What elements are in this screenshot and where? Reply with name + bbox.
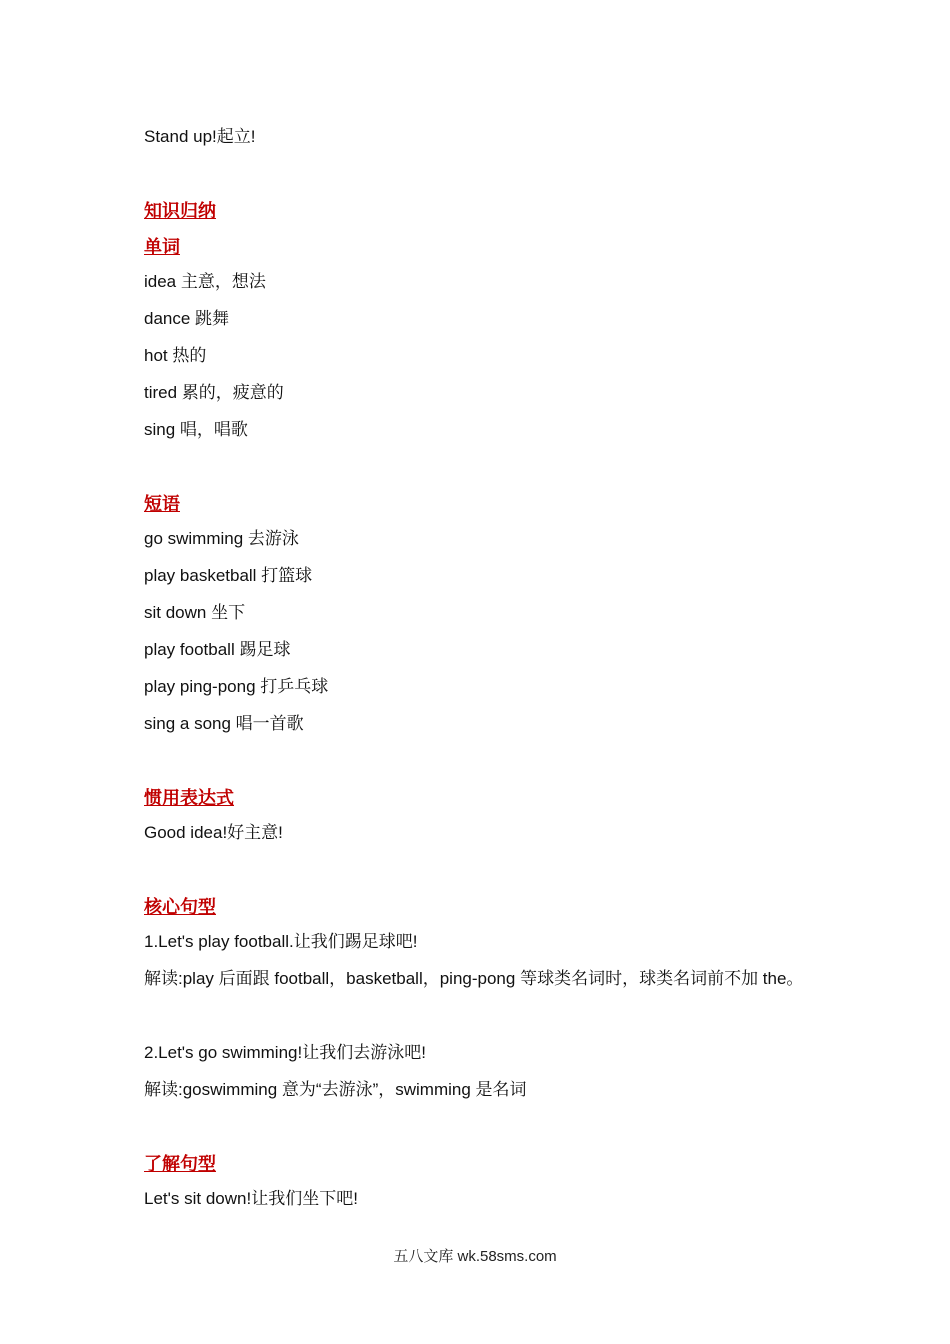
phrase-item: go swimming 去游泳 [144,529,299,548]
page-footer: 五八文库 wk.58sms.com [393,1248,557,1265]
phrase-item: sit down 坐下 [144,603,246,622]
core-sentence-2-note: 解读:goswimming 意为“去游泳”，swimming 是名词 [144,1080,527,1099]
phrase-item: sing a song 唱一首歌 [144,714,304,733]
core-sentence-1-note: 解读:play 后面跟 football，basketball，ping-pong 等球类名词时，球类名词前不加 the。 [144,969,804,988]
core-sentence-1: 1.Let's play football.让我们踢足球吧! [144,932,418,951]
phrase-item: play ping-pong 打乒乓球 [144,677,329,696]
phrase-item: play basketball 打篮球 [144,566,313,585]
section-title-knowledge: 知识归纳 [144,201,216,221]
section-title-understand: 了解句型 [144,1154,216,1174]
core-sentence-2: 2.Let's go swimming!让我们去游泳吧! [144,1043,426,1062]
expression-item: Good idea!好主意! [144,823,283,842]
section-title-expressions: 惯用表达式 [144,788,234,808]
word-item: tired 累的，疲意的 [144,383,284,402]
section-title-core-sentences: 核心句型 [144,897,216,917]
word-item: sing 唱，唱歌 [144,420,248,439]
phrase-item: play football 踢足球 [144,640,291,659]
word-item: dance 跳舞 [144,309,230,328]
section-title-phrases: 短语 [144,494,180,514]
word-item: idea 主意，想法 [144,272,266,291]
understand-item: Let's sit down!让我们坐下吧! [144,1189,358,1208]
section-subtitle-words: 单词 [144,237,180,257]
intro-line: Stand up!起立! [144,127,256,146]
word-item: hot 热的 [144,346,207,365]
